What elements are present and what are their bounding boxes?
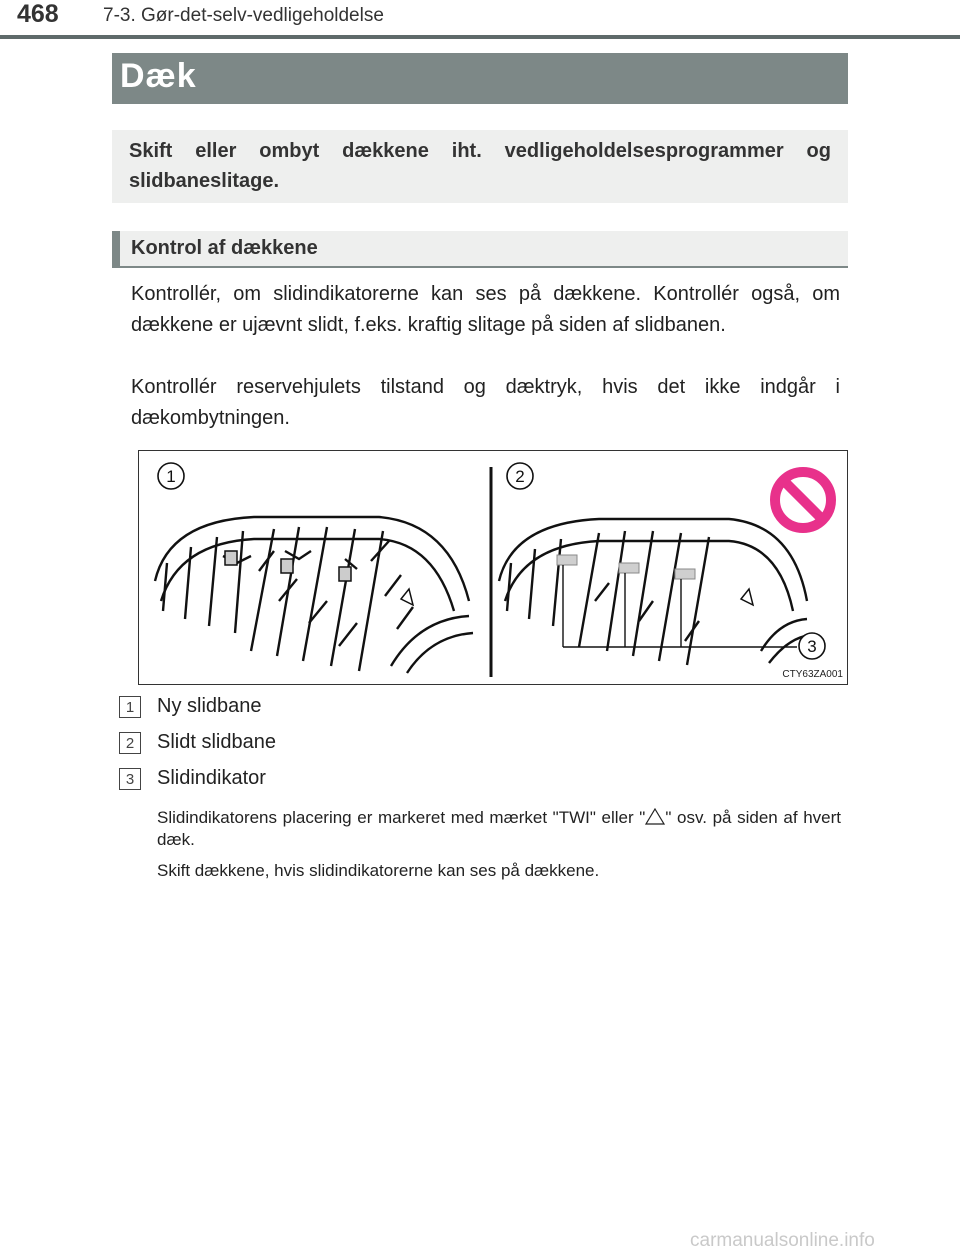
- header-divider: [0, 35, 960, 39]
- legend-label-3: Slidindikator: [157, 767, 266, 789]
- watermark: carmanualsonline.info: [690, 1230, 875, 1251]
- triangle-icon: [645, 808, 665, 825]
- subsection-heading: [112, 231, 848, 268]
- marker-2: [507, 463, 533, 489]
- paragraph-1: Kontrollér, om slidindikatorerne kan ses på dækkene. Kontrollér også, om dækkene er ujævnt slidt, f.eks. kraftig slitage på siden af slidbanen.: [131, 283, 840, 336]
- legend-number-2: 2: [119, 732, 141, 754]
- note-1-text-a: Slidindikatorens placering er markeret med mærket "TWI" eller ": [157, 808, 646, 827]
- note-1: [157, 807, 841, 851]
- title-bar: [112, 53, 848, 104]
- new-tire-outline: [155, 517, 469, 601]
- svg-text:1: 1: [166, 467, 176, 486]
- svg-text:3: 3: [807, 637, 817, 656]
- intro-box: [112, 130, 848, 203]
- page-number: 468: [17, 0, 59, 28]
- marker-3: [799, 633, 825, 659]
- tire-illustration: [139, 451, 847, 684]
- svg-text:2: 2: [515, 467, 525, 486]
- marker-1: [158, 463, 184, 489]
- page-title: Dæk: [120, 57, 197, 95]
- legend-number-3: 3: [119, 768, 141, 790]
- figure-code: CTY63ZA001: [782, 669, 843, 680]
- section-title: 7-3. Gør-det-selv-vedligeholdelse: [103, 5, 384, 26]
- intro-text: Skift eller ombyt dækkene iht. vedligeholdelsesprogrammer og slidbaneslitage.: [129, 140, 831, 192]
- prohibited-icon: [775, 472, 831, 528]
- subsection-stripe: [112, 231, 120, 266]
- subsection-title: Kontrol af dækkene: [131, 237, 318, 259]
- paragraph-2: Kontrollér reservehjulets tilstand og dæktryk, hvis det ikke indgår i dækombytningen.: [131, 376, 840, 429]
- legend-label-2: Slidt slidbane: [157, 731, 276, 753]
- tire-figure: [138, 450, 848, 685]
- note-1-text-b: " osv. på siden af hvert dæk.: [157, 808, 841, 849]
- legend-number-1: 1: [119, 696, 141, 718]
- note-2: Skift dækkene, hvis slidindikatorerne kan ses på dækkene.: [157, 861, 600, 880]
- legend-label-1: Ny slidbane: [157, 695, 262, 717]
